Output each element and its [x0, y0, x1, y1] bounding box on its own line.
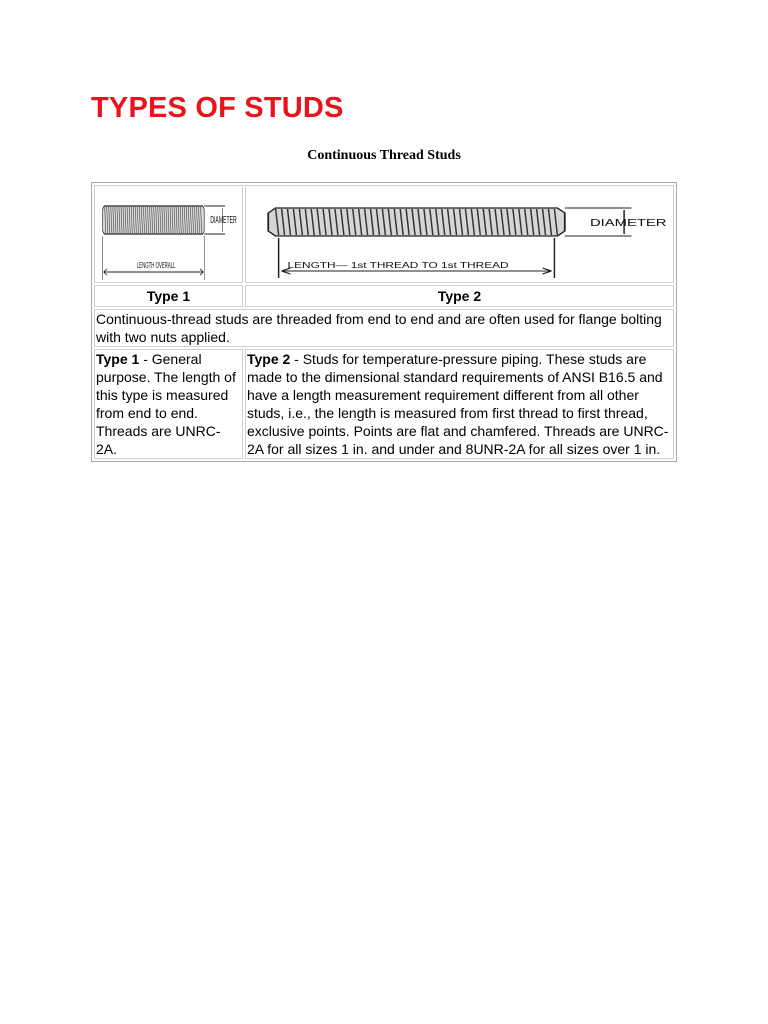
- type2-length-label: LENGTH— 1st THREAD TO 1st THREAD: [287, 261, 509, 271]
- type2-diagram-cell: [245, 185, 674, 283]
- type1-heading: Type 1: [94, 285, 243, 307]
- type2-stud-body: [268, 208, 565, 236]
- page-title: TYPES OF STUDS: [91, 92, 344, 124]
- type2-heading: Type 2: [245, 285, 674, 307]
- type1-length-label: LENGTH OVERALL: [136, 261, 176, 271]
- type1-description: [94, 349, 243, 459]
- diagram-row: [94, 185, 674, 283]
- section-subtitle: Continuous Thread Studs: [307, 148, 461, 163]
- type1-stud-body: [103, 206, 205, 234]
- type1-description-label: Type 1: [96, 351, 140, 367]
- type1-diameter-label: DIAMETER: [210, 214, 237, 226]
- type2-description: [245, 349, 674, 459]
- type1-stud-diagram: [95, 186, 242, 282]
- type1-description-text: - General purpose. The length of this type is measured from end to end. Threads are UNRC-2A.: [96, 351, 236, 457]
- intro-row: [94, 309, 674, 347]
- description-row: [94, 349, 674, 459]
- intro-text: Continuous-thread studs are threaded from end to end and are often used for flange bolting with two nuts applied.: [94, 309, 674, 347]
- type2-diameter-label: DIAMETER: [589, 217, 667, 229]
- studs-table: [91, 182, 677, 462]
- type2-description-label: Type 2: [246, 351, 291, 367]
- type-heading-row: [94, 285, 674, 307]
- type1-diagram-cell: [94, 185, 243, 283]
- type2-stud-diagram: [246, 186, 673, 282]
- type2-description-text: - Studs for temperature-pressure piping. These studs are made to the dimensional standard requirements of ANSI B16.5 and have a length measurement requirement different from all other studs, i.e., the length is measured from first thread to first thread, exclusive points. Points are flat and chamfered. Threads are UNRC-2A for all sizes 1 in. and under and 8UNR-2A for all sizes over 1 in.: [246, 351, 669, 457]
